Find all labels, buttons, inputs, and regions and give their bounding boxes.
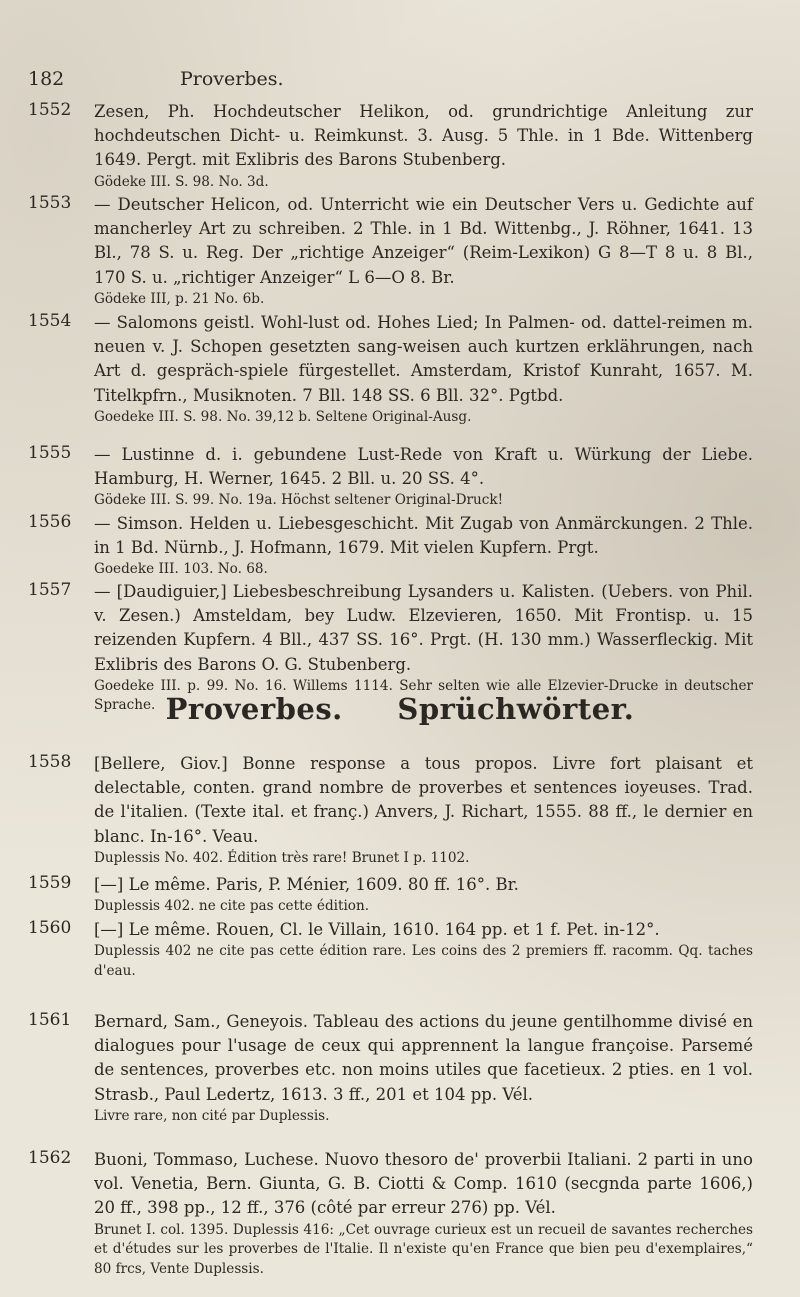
entry-text: [Bellere, Giov.] Bonne response a tous propos. Livre fort plaisant et delectable, conten. grand nombre de proverbes et sentences ioyeuses. Trad. de l'italien. (Texte ital. et franç.) Anvers, J. Richart, 1555. 88 ff., le dernier en blanc. In-16°. Veau.: [94, 754, 753, 846]
section-title-german: Sprüchwörter.: [397, 692, 635, 726]
entry-note: Duplessis 402 ne cite pas cette édition rare. Les coins des 2 premiers ff. racomm. Qq. taches d'eau.: [94, 943, 753, 979]
entry-number: 1561: [28, 1010, 72, 1030]
entry-text: [—] Le même. Rouen, Cl. le Villain, 1610. 164 pp. et 1 f. Pet. in-12°.: [94, 920, 660, 939]
section-title-french: Proverbes.: [165, 692, 343, 726]
entry-number: 1558: [28, 752, 72, 772]
catalog-entry-1560: [28, 918, 753, 981]
entry-text: — Lustinne d. i. gebundene Lust-Rede von Kraft u. Würkung der Liebe. Hamburg, H. Werner, 1645. 2 Bll. u. 20 SS. 4°.: [94, 445, 753, 489]
page-number: 182: [28, 68, 65, 90]
catalog-entry-1562: [28, 1148, 753, 1279]
catalog-entry-1555: [28, 443, 753, 511]
catalog-entry-1552: [28, 100, 753, 192]
entry-number: 1553: [28, 193, 72, 213]
entry-note: Brunet I. col. 1395. Duplessis 416: „Cet ouvrage curieux est un recueil de savantes recherches et d'études sur les proverbes de l'Italie. Il n'existe qu'en France que bien peu d'exemplaires,“ 80 frcs, Vente Duplessis.: [94, 1221, 753, 1277]
running-title: Proverbes.: [180, 68, 284, 90]
catalog-entry-1559: [28, 873, 753, 917]
catalog-entry-1561: [28, 1010, 753, 1126]
entry-text: [—] Le même. Paris, P. Ménier, 1609. 80 ff. 16°. Br.: [94, 875, 519, 894]
entry-text: Buoni, Tommaso, Luchese. Nuovo thesoro de' proverbii Italiani. 2 parti in uno vol. Venetia, Bern. Giunta, G. B. Ciotti & Comp. 1610 (secgnda parte 1606,) 20 ff., 398 pp., 12 ff., 376 (côté par erreur 276) pp. Vél.: [94, 1150, 753, 1218]
entry-note: Goedeke III. p. 99. No. 16. Willems 1114. Sehr selten wie alle Elzevier-Drucke in deutscher Sprache.: [94, 677, 753, 714]
entry-number: 1557: [28, 580, 72, 600]
entry-number: 1559: [28, 873, 72, 893]
entry-text: — Simson. Helden u. Liebesgeschicht. Mit Zugab von Anmärckungen. 2 Thle. in 1 Bd. Nürnb., J. Hofmann, 1679. Mit vielen Kupfern. Prgt.: [94, 514, 753, 558]
entry-note: Duplessis No. 402. Édition très rare! Brunet I p. 1102.: [94, 849, 470, 866]
catalog-entry-1558: [28, 752, 753, 868]
entry-note: Gödeke III. S. 98. No. 3d.: [94, 173, 269, 190]
entry-note: Livre rare, non cité par Duplessis.: [94, 1107, 330, 1124]
entry-number: 1562: [28, 1148, 72, 1168]
catalog-entry-1554: [28, 311, 753, 427]
entry-note: Goedeke III. 103. No. 68.: [94, 561, 268, 578]
entry-note: Gödeke III. S. 99. No. 19a. Höchst seltener Original-Druck!: [94, 492, 504, 509]
section-title: [0, 692, 800, 726]
entry-note: Duplessis 402. ne cite pas cette édition.: [94, 898, 370, 915]
entry-number: 1555: [28, 443, 72, 463]
entry-text: Bernard, Sam., Geneyois. Tableau des actions du jeune gentilhomme divisé en dialogues pour l'usage de ceux qui apprennent la langue françoise. Parsemé de sentences, proverbes etc. non moins utiles que facetieux. 2 pties. en 1 vol. Strasb., Paul Ledertz, 1613. 3 ff., 201 et 104 pp. Vél.: [94, 1012, 753, 1104]
catalog-entry-1553: [28, 193, 753, 309]
entry-note: Gödeke III, p. 21 No. 6b.: [94, 290, 265, 307]
entry-text: — Deutscher Helicon, od. Unterricht wie ein Deutscher Vers u. Gedichte auf mancherley Art zu schreiben. 2 Thle. in 1 Bd. Wittenbg., J. Röhner, 1641. 13 Bl., 78 S. u. Reg. Der „richtige Anzeiger“ (Reim-Lexikon) G 8—T 8 u. 8 Bl., 170 S. u. „richtiger Anzeiger“ L 6—O 8. Br.: [94, 195, 753, 287]
entry-text: — Salomons geistl. Wohl-lust od. Hohes Lied; In Palmen- od. dattel-reimen m. neuen v. J. Schopen gesetzten sang-weisen auch kurtzen erklährungen, nach Art d. gespräch-spiele fürgestellet. Amsterdam, Kristof Kunraht, 1657. M. Titelkpfrn., Musiknoten. 7 Bll. 148 SS. 6 Bll. 32°. Pgtbd.: [94, 313, 753, 405]
entry-text: Zesen, Ph. Hochdeutscher Helikon, od. grundrichtige Anleitung zur hochdeutschen Dicht- u. Reimkunst. 3. Ausg. 5 Thle. in 1 Bde. Wittenberg 1649. Pergt. mit Exlibris des Barons Stubenberg.: [94, 102, 753, 170]
entry-text: — [Daudiguier,] Liebesbeschreibung Lysanders u. Kalisten. (Uebers. von Phil. v. Zesen.) Amsteldam, bey Ludw. Elzevieren, 1650. Mit Frontisp. u. 15 reizenden Kupfern. 4 Bll., 437 SS. 16°. Prgt. (H. 130 mm.) Wasserfleckig. Mit Exlibris des Barons O. G. Stubenberg.: [94, 582, 753, 674]
entry-number: 1554: [28, 311, 72, 331]
entry-number: 1552: [28, 100, 72, 120]
entry-number: 1556: [28, 512, 72, 532]
entry-note: Goedeke III. S. 98. No. 39,12 b. Seltene Original-Ausg.: [94, 408, 472, 425]
entry-number: 1560: [28, 918, 72, 938]
catalog-entry-1556: [28, 512, 753, 580]
